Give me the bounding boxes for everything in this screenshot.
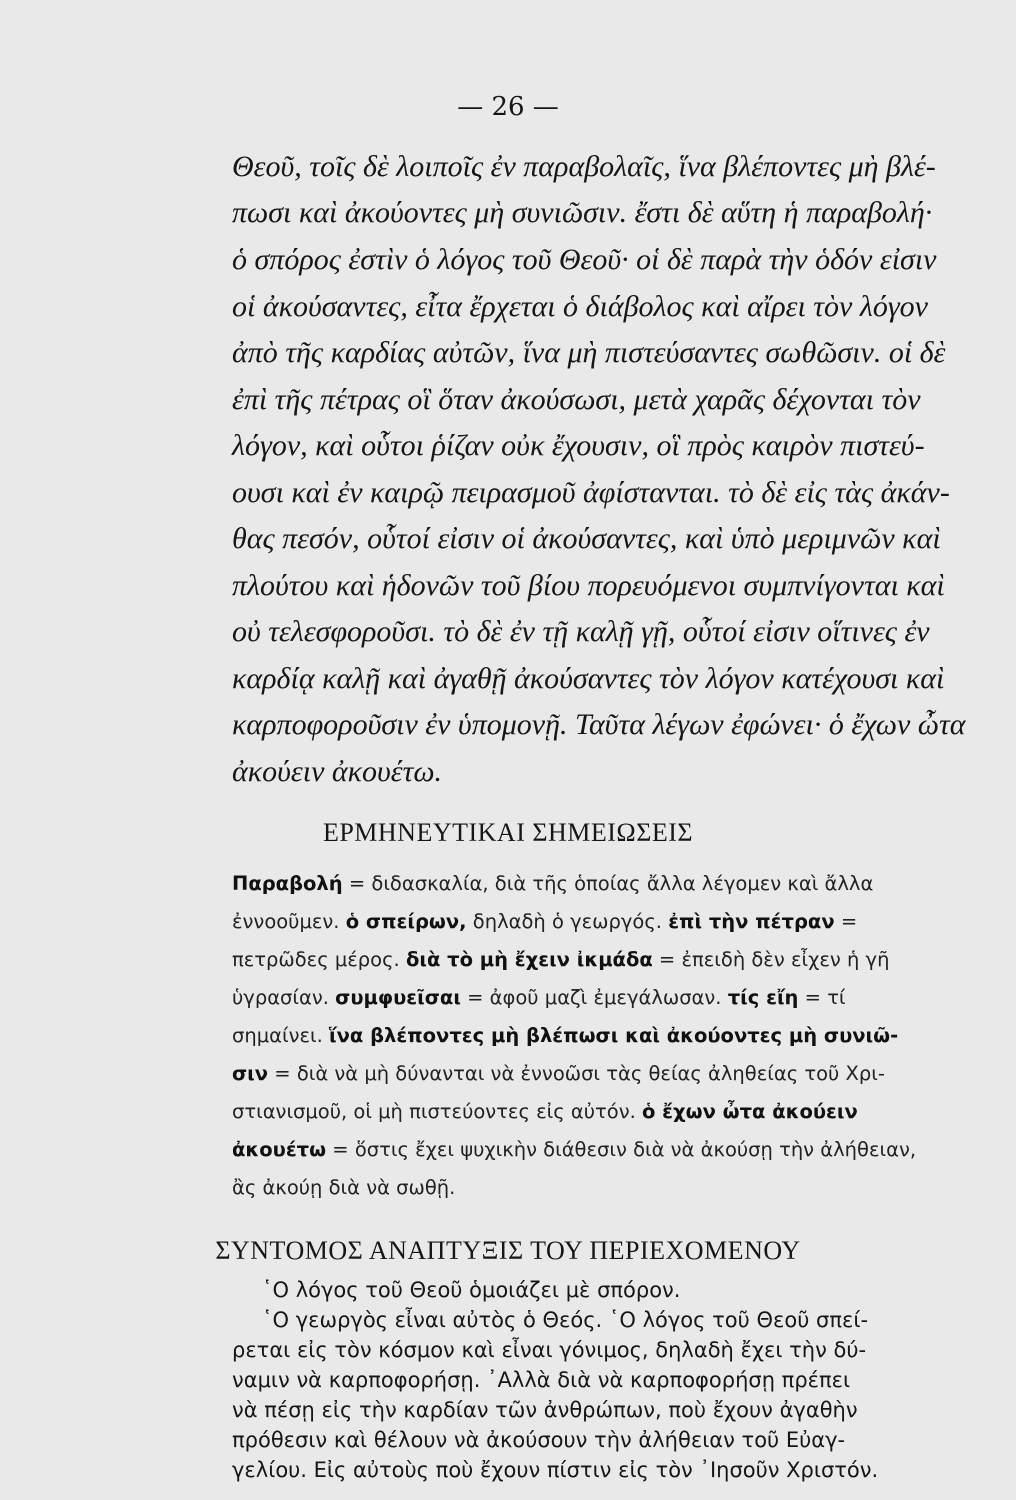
page-number: — 26 —	[457, 92, 559, 122]
verse-line: πωσι καὶ ἀκούοντες μὴ συνιῶσιν. ἔστι δὲ αὕτη ἡ παραβολή·	[232, 196, 933, 229]
note-line: ἂς ἀκούῃ διὰ νὰ σωθῇ.	[232, 1176, 456, 1199]
verse-line: πλούτου καὶ ἡδονῶν τοῦ βίου πορευόμενοι συμπνίγονται καὶ	[232, 569, 945, 602]
note-line: σιν = διὰ νὰ μὴ δύνανται νὰ ἐννοῶσι τὰς θείας ἀληθείας τοῦ Χρι-	[232, 1062, 885, 1085]
note-line: Παραβολή = διδασκαλία, διὰ τῆς ὁποίας ἄλλα λέγομεν καὶ ἄλλα	[232, 872, 874, 895]
note-term: Παραβολή	[232, 872, 343, 895]
verse-line: καρποφοροῦσιν ἐν ὑπομονῇ. Ταῦτα λέγων ἐφώνει· ὁ ἔχων ὦτα	[232, 708, 966, 741]
note-line: στιανισμοῦ, οἱ μὴ πιστεύοντες εἰς αὐτόν. ὁ ἔχων ὦτα ἀκούειν	[232, 1100, 858, 1123]
verse-line: ἀκούειν ἀκουέτω.	[232, 755, 443, 788]
verse-line: οὐ τελεσφοροῦσι. τὸ δὲ ἐν τῇ καλῇ γῇ, οὗτοί εἰσιν οἵτινες ἐν	[232, 615, 930, 648]
summary-heading: ΣΥΝΤΟΜΟΣ ΑΝΑΠΤΥΞΙΣ ΤΟΥ ΠΕΡΙΕΧΟΜΕΝΟΥ	[215, 1236, 801, 1265]
notes-heading: ΕΡΜΗΝΕΥΤΙΚΑΙ ΣΗΜΕΙΩΣΕΙΣ	[322, 818, 694, 847]
verse-line: λόγον, καὶ οὗτοι ῥίζαν οὐκ ἔχουσιν, οἳ πρὸς καιρὸν πιστεύ-	[232, 429, 925, 462]
note-line: ἀκουέτω = ὅστις ἔχει ψυχικὴν διάθεσιν διὰ νὰ ἀκούσῃ τὴν ἀλήθειαν,	[232, 1138, 917, 1161]
verse-line: ἐπὶ τῆς πέτρας οἳ ὅταν ἀκούσωσι, μετὰ χαρᾶς δέχονται τὸν	[232, 383, 921, 416]
note-term: σιν	[232, 1062, 269, 1085]
note-term: συμφυεῖσαι	[335, 986, 461, 1009]
verse-line: οἱ ἀκούσαντες, εἶτα ἔρχεται ὁ διάβολος καὶ αἴρει τὸν λόγον	[232, 290, 928, 323]
note-term: ἐπὶ τὴν πέτραν	[668, 910, 835, 933]
verse-line: ὁ σπόρος ἐστὶν ὁ λόγος τοῦ Θεοῦ· οἱ δὲ παρὰ τὴν ὁδόν εἰσιν	[232, 243, 937, 276]
verse-line: θας πεσόν, οὗτοί εἰσιν οἱ ἀκούσαντες, καὶ ὑπὸ μεριμνῶν καὶ	[232, 522, 941, 555]
summary-line: ῾Ο λόγος τοῦ Θεοῦ ὁμοιάζει μὲ σπόρον.	[262, 1278, 681, 1302]
note-term: ὁ σπείρων,	[345, 910, 467, 933]
note-term: διὰ τὸ μὴ ἔχειν ἰκμάδα	[405, 948, 653, 971]
summary-line: γελίου. Εἰς αὐτοὺς ποὺ ἔχουν πίστιν εἰς τὸν ᾿Ιησοῦν Χριστόν.	[232, 1458, 879, 1482]
verse-line: ουσι καὶ ἐν καιρῷ πειρασμοῦ ἀφίστανται. τὸ δὲ εἰς τὰς ἀκάν-	[232, 476, 950, 509]
note-line: πετρῶδες μέρος. διὰ τὸ μὴ ἔχειν ἰκμάδα = ἐπειδὴ δὲν εἶχεν ἡ γῆ	[232, 948, 890, 971]
summary-line: ῾Ο γεωργὸς εἶναι αὐτὸς ὁ Θεός. ῾Ο λόγος τοῦ Θεοῦ σπεί-	[262, 1308, 869, 1332]
summary-line: πρόθεσιν καὶ θέλουν νὰ ἀκούσουν τὴν ἀλήθειαν τοῦ Εὐαγ-	[232, 1428, 846, 1452]
note-term: ἵνα βλέποντες μὴ βλέπωσι καὶ ἀκούοντες μὴ συνιῶ-	[329, 1024, 899, 1047]
verse-line: Θεοῦ, τοῖς δὲ λοιποῖς ἐν παραβολαῖς, ἵνα βλέποντες μὴ βλέ-	[232, 150, 936, 183]
summary-line: νὰ πέσῃ εἰς τὴν καρδίαν τῶν ἀνθρώπων, ποὺ ἔχουν ἀγαθὴν	[232, 1398, 858, 1422]
summary-line: ρεται εἰς τὸν κόσμον καὶ εἶναι γόνιμος, δηλαδὴ ἔχει τὴν δύ-	[232, 1338, 867, 1362]
note-line: σημαίνει. ἵνα βλέποντες μὴ βλέπωσι καὶ ἀκούοντες μὴ συνιῶ-	[232, 1024, 899, 1047]
verse-line: ἀπὸ τῆς καρδίας αὐτῶν, ἵνα μὴ πιστεύσαντες σωθῶσιν. οἱ δὲ	[232, 336, 946, 369]
note-line: ὑγρασίαν. συμφυεῖσαι = ἀφοῦ μαζὶ ἐμεγάλωσαν. τίς εἴη = τί	[232, 986, 846, 1009]
note-line: ἐννοοῦμεν. ὁ σπείρων, δηλαδὴ ὁ γεωργός. ἐπὶ τὴν πέτραν =	[232, 910, 858, 933]
summary-line: ναμιν νὰ καρποφορήσῃ. ᾿Αλλὰ διὰ νὰ καρποφορήσῃ πρέπει	[232, 1368, 851, 1392]
note-term: ἀκουέτω	[232, 1138, 327, 1161]
verse-line: καρδίᾳ καλῇ καὶ ἀγαθῇ ἀκούσαντες τὸν λόγον κατέχουσι καὶ	[232, 662, 945, 695]
note-term: τίς εἴη	[727, 986, 799, 1009]
note-term: ὁ ἔχων ὦτα ἀκούειν	[642, 1100, 858, 1123]
